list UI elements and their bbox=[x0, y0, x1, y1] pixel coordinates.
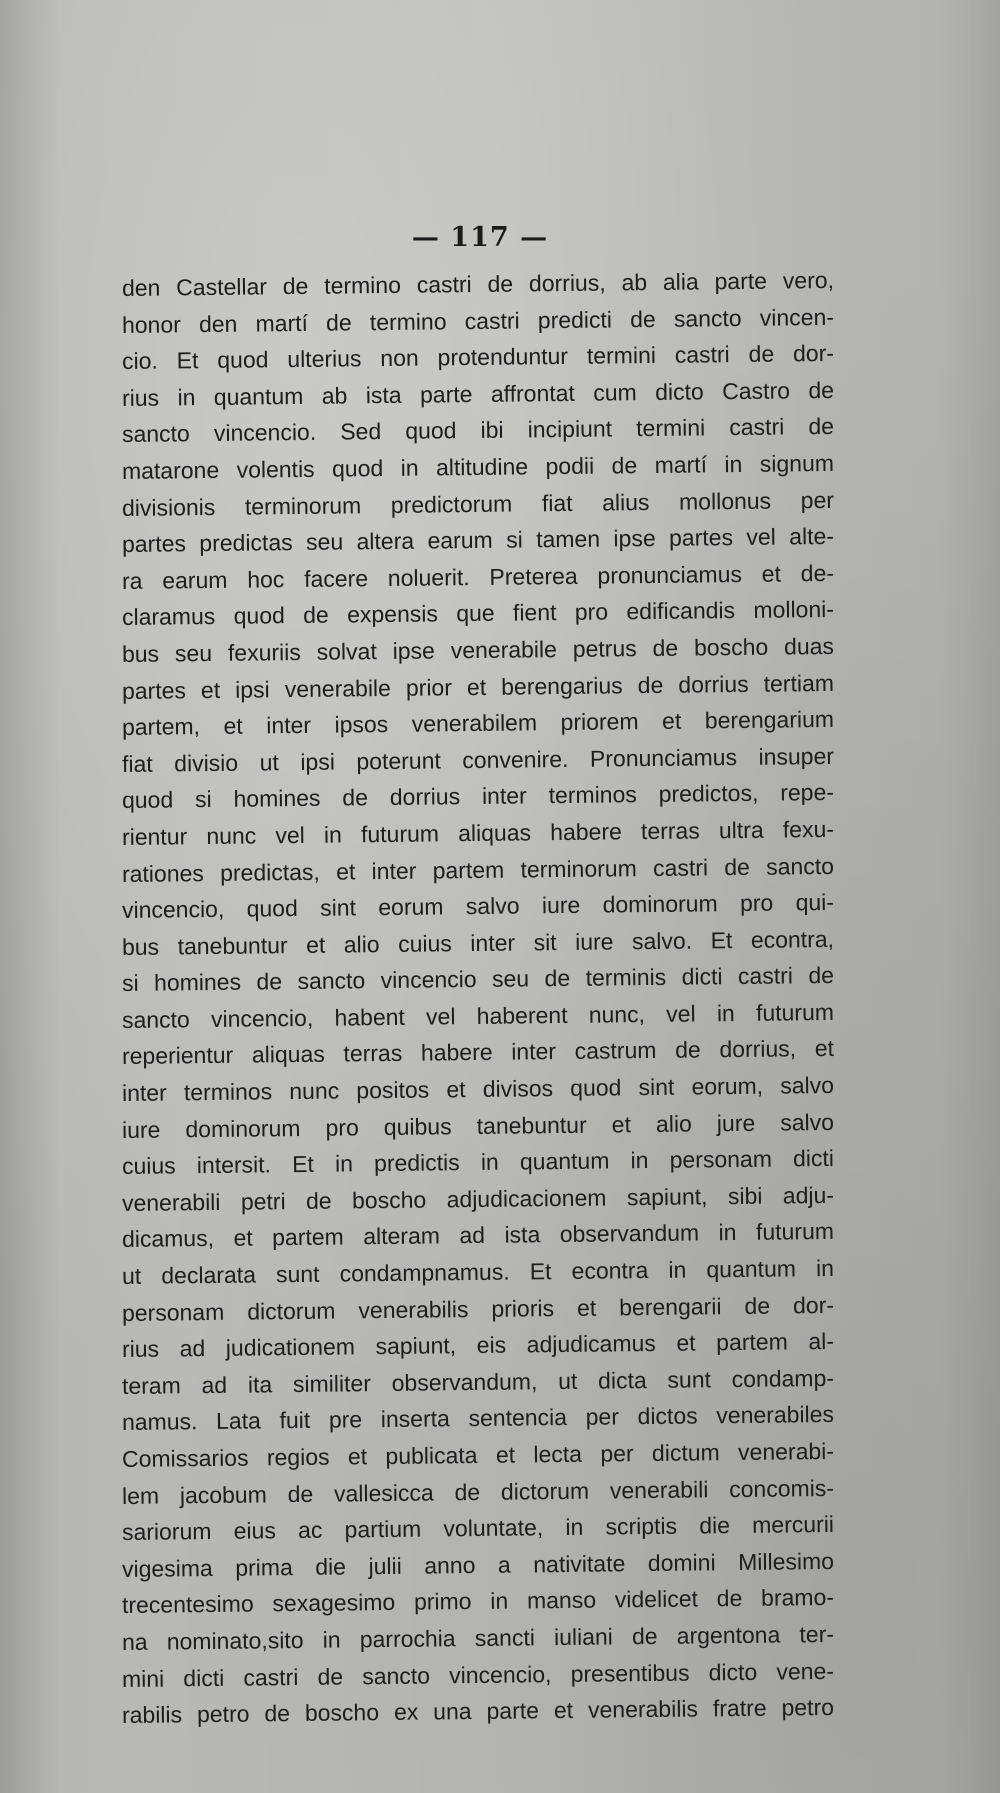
text-line: inter terminos nunc positos et divisos quod sint eorum, salvo bbox=[121, 1071, 835, 1107]
text-line: fiat divisio ut ipsi poterunt convenire. Pronunciamus insuper bbox=[121, 742, 835, 777]
text-line: cuius intersit. Et in predictis in quantum in personam dicti bbox=[121, 1145, 835, 1180]
page-number: — 117 — bbox=[411, 222, 549, 253]
text-line: na nominato,sito in parrochia sancti iuliani de argentona ter- bbox=[121, 1620, 835, 1655]
text-line: trecentesimo sexagesimo primo in manso videlicet de bramo- bbox=[121, 1584, 835, 1619]
text-line: sancto vincencio. Sed quod ibi incipiunt termini castri de bbox=[121, 413, 835, 448]
text-line: vigesima prima die julii anno a nativitate domini Millesimo bbox=[121, 1547, 835, 1582]
text-line: Comissarios regios et publicata et lecta per dictum venerabi- bbox=[121, 1437, 835, 1472]
text-line: lem jacobum de vallesicca de dictorum venerabili concomis- bbox=[121, 1474, 835, 1509]
text-line: mini dicti castri de sancto vincencio, presentibus dicto vene- bbox=[121, 1657, 835, 1692]
text-line: quod si homines de dorrius inter terminos predictos, repe- bbox=[121, 779, 835, 814]
text-line: vincencio, quod sint eorum salvo iure dominorum pro qui- bbox=[121, 889, 835, 924]
text-line: rius in quantum ab ista parte affrontat cum dicto Castro de bbox=[121, 376, 835, 411]
text-line: reperientur aliquas terras habere inter castrum de dorrius, et bbox=[121, 1035, 835, 1070]
text-line: teram ad ita similiter observandum, ut dicta sunt condamp- bbox=[121, 1364, 835, 1399]
text-line: cio. Et quod ulterius non protenduntur termini castri de dor- bbox=[121, 340, 835, 375]
text-line: rius ad judicationem sapiunt, eis adjudicamus et partem al- bbox=[121, 1328, 835, 1363]
text-line: ra earum hoc facere noluerit. Preterea pronunciamus et de- bbox=[121, 559, 835, 594]
text-line: bus tanebuntur et alio cuius inter sit iure salvo. Et econtra, bbox=[121, 925, 835, 960]
text-line: rationes predictas, et inter partem terminorum castri de sancto bbox=[121, 852, 835, 887]
text-line: partes et ipsi venerabile prior et berengarius de dorrius tertiam bbox=[121, 669, 835, 704]
text-line: dicamus, et partem alteram ad ista observandum in futurum bbox=[121, 1218, 835, 1253]
text-line: bus seu fexuriis solvat ipse venerabile petrus de boscho duas bbox=[121, 632, 835, 667]
text-line: sancto vincencio, habent vel haberent nunc, vel in futurum bbox=[121, 998, 835, 1033]
text-line: den Castellar de termino castri de dorrius, ab alia parte vero, bbox=[121, 266, 835, 301]
body-text bbox=[121, 266, 835, 1734]
text-line: rientur nunc vel in futurum aliquas habere terras ultra fexu- bbox=[121, 815, 835, 850]
text-line: honor den martí de termino castri predicti de sancto vincen- bbox=[121, 303, 835, 338]
text-line: iure dominorum pro quibus tanebuntur et alio jure salvo bbox=[121, 1108, 835, 1143]
text-line: rabilis petro de boscho ex una parte et venerabilis fratre petro bbox=[121, 1694, 835, 1729]
text-line: divisionis terminorum predictorum fiat alius mollonus per bbox=[121, 486, 835, 521]
text-line: si homines de sancto vincencio seu de terminis dicti castri de bbox=[121, 962, 835, 997]
text-line: claramus quod de expensis que fient pro edificandis molloni- bbox=[121, 596, 835, 631]
text-line: matarone volentis quod in altitudine podii de martí in signum bbox=[121, 449, 835, 484]
text-line: ut declarata sunt condampnamus. Et econtra in quantum in bbox=[121, 1254, 835, 1290]
text-line: partem, et inter ipsos venerabilem priorem et berengarium bbox=[121, 706, 835, 741]
text-line: sariorum eius ac partium voluntate, in scriptis die mercurii bbox=[121, 1511, 835, 1546]
text-line: personam dictorum venerabilis prioris et berengarii de dor- bbox=[121, 1291, 835, 1326]
text-line: partes predictas seu altera earum si tamen ipse partes vel alte- bbox=[121, 523, 835, 558]
text-line: venerabili petri de boscho adjudicacionem sapiunt, sibi adju- bbox=[121, 1181, 835, 1216]
text-line: namus. Lata fuit pre inserta sentencia per dictos venerabiles bbox=[121, 1401, 835, 1436]
